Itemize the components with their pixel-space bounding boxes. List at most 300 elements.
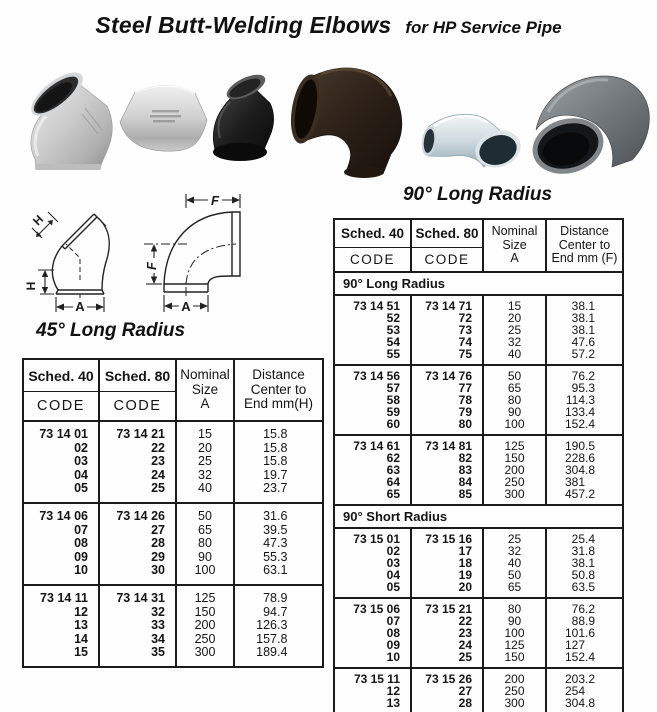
table-row [334, 627, 623, 639]
distance-frac: .2 [585, 348, 596, 361]
cell-code-sched80: 77 [411, 382, 483, 394]
distance-int: 157 [256, 632, 277, 646]
cell-code-sched80: 22 [411, 615, 483, 627]
distance-int: 78 [263, 590, 277, 605]
cell-code-sched80: 79 [411, 406, 483, 418]
spec-table-t45 [22, 358, 324, 668]
distance-int: 304 [564, 464, 585, 476]
cell-nominal-size: 40 [176, 482, 234, 503]
cell-code-sched80: 25 [99, 482, 176, 503]
distance-frac: .8 [277, 441, 288, 455]
cell-nominal-size: 300 [483, 488, 546, 505]
cell-nominal-size: 40 [483, 557, 546, 569]
distance-int: 304 [564, 697, 585, 710]
distance-int: 114 [565, 394, 585, 406]
table-row [334, 418, 623, 435]
table-row [23, 455, 323, 469]
photo-90-deg-galvanized-elbow [418, 110, 524, 170]
distance-int: 38 [571, 312, 585, 324]
cell-nominal-size: 100 [483, 418, 546, 435]
cell-code-sched40: 12 [23, 606, 99, 620]
cell-code-sched80: 32 [99, 606, 176, 620]
distance-int: 47 [263, 537, 277, 551]
distance-frac: .4 [585, 418, 596, 431]
distance-frac: .8 [585, 464, 596, 476]
cell-code-sched40: 14 [23, 633, 99, 647]
table-row [334, 348, 623, 365]
cell-code-sched80: 73 14 81 [411, 435, 483, 452]
table-row [23, 585, 323, 606]
cell-code-sched80: 34 [99, 633, 176, 647]
cell-code-sched80: 78 [411, 394, 483, 406]
distance-int: 23 [263, 482, 277, 496]
distance-int: 152 [564, 418, 585, 431]
table-row [334, 598, 623, 615]
distance-int: 133 [564, 406, 585, 418]
cell-code-sched40: 59 [334, 406, 411, 418]
cell-nominal-size: 90 [483, 406, 546, 418]
cell-distance [546, 615, 623, 627]
distance-int: 47 [571, 336, 585, 348]
table-row [23, 482, 323, 503]
distance-frac: .1 [585, 557, 596, 569]
table-row [334, 295, 623, 312]
cell-nominal-size: 15 [483, 295, 546, 312]
distance-int: 63 [571, 581, 585, 594]
cell-distance [234, 421, 323, 442]
cell-code-sched40: 15 [23, 646, 99, 667]
cell-code-sched80: 85 [411, 488, 483, 505]
cell-distance [234, 564, 323, 585]
section-row [334, 272, 623, 295]
row-group [23, 421, 323, 503]
distance-frac: .3 [585, 382, 596, 394]
distance-frac: .3 [585, 394, 596, 406]
column-header-sched80: Sched. 80 [411, 219, 483, 248]
column-header-code-sched80: CODE [411, 248, 483, 273]
table-row [334, 668, 623, 685]
distance-int: 94 [263, 605, 277, 619]
title-sub: for HP Service Pipe [405, 18, 562, 37]
cell-nominal-size: 90 [176, 551, 234, 565]
distance-frac: .6 [585, 452, 596, 464]
cell-nominal-size: 40 [483, 348, 546, 365]
table-row [334, 615, 623, 627]
cell-nominal-size: 150 [176, 606, 234, 620]
cell-code-sched80: 33 [99, 619, 176, 633]
distance-int: 31 [571, 545, 585, 557]
cell-code-sched40: 05 [23, 482, 99, 503]
cell-nominal-size: 200 [483, 668, 546, 685]
cell-code-sched80: 73 14 76 [411, 365, 483, 382]
cell-code-sched40: 73 14 51 [334, 295, 411, 312]
distance-frac: .6 [585, 336, 596, 348]
cell-code-sched80: 30 [99, 564, 176, 585]
column-header-nominal-size: Nominal Size A [483, 219, 546, 272]
cell-code-sched80: 19 [411, 569, 483, 581]
cell-distance [546, 697, 623, 712]
cell-code-sched40: 73 14 06 [23, 503, 99, 524]
cell-nominal-size: 25 [483, 528, 546, 545]
cell-distance [234, 585, 323, 606]
cell-code-sched80: 73 15 21 [411, 598, 483, 615]
column-header-code-sched40: CODE [334, 248, 411, 273]
dim-label-f-top: F [211, 193, 219, 208]
cell-nominal-size: 32 [483, 336, 546, 348]
cell-distance [234, 469, 323, 483]
column-header-distance: Distance Center to End mm(H) [243, 367, 313, 412]
cell-code-sched40: 73 15 06 [334, 598, 411, 615]
distance-int: 76 [571, 602, 585, 615]
cell-code-sched40: 03 [334, 557, 411, 569]
cell-code-sched80: 17 [411, 545, 483, 557]
cell-code-sched40: 08 [23, 537, 99, 551]
dim-label-f-left: F [144, 262, 159, 270]
cell-code-sched40: 02 [334, 545, 411, 557]
cell-code-sched80: 24 [99, 469, 176, 483]
distance-frac: .4 [585, 651, 596, 664]
distance-int: 381 [564, 476, 585, 488]
cell-distance [234, 442, 323, 456]
cell-code-sched80: 27 [99, 524, 176, 538]
cell-code-sched40: 57 [334, 382, 411, 394]
cell-distance [546, 545, 623, 557]
cell-nominal-size: 80 [483, 394, 546, 406]
distance-frac: .1 [585, 299, 596, 312]
cell-nominal-size: 50 [176, 503, 234, 524]
table-row [23, 551, 323, 565]
cell-code-sched40: 02 [23, 442, 99, 456]
distance-frac: .3 [277, 550, 288, 564]
distance-int: 25 [571, 532, 585, 545]
distance-frac: .2 [585, 672, 596, 685]
cell-code-sched40: 09 [334, 639, 411, 651]
column-header-sched40: Sched. 40 [334, 219, 411, 248]
distance-int: 57 [571, 348, 585, 361]
cell-distance [546, 598, 623, 615]
distance-int: 95 [571, 382, 585, 394]
distance-frac: .5 [277, 523, 288, 537]
cell-code-sched40: 73 15 11 [334, 668, 411, 685]
distance-int: 76 [571, 369, 585, 382]
cell-code-sched80: 29 [99, 551, 176, 565]
cell-distance [546, 557, 623, 569]
cell-code-sched40: 05 [334, 581, 411, 598]
cell-distance [546, 295, 623, 312]
distance-frac: .2 [585, 369, 596, 382]
cell-nominal-size: 90 [483, 615, 546, 627]
column-header-code-sched40: CODE [23, 392, 99, 422]
cell-code-sched40: 55 [334, 348, 411, 365]
table-row [334, 581, 623, 598]
table-row [23, 646, 323, 667]
distance-int: 38 [571, 324, 585, 336]
cell-distance [546, 627, 623, 639]
cell-code-sched40: 04 [334, 569, 411, 581]
distance-frac: .7 [277, 482, 288, 496]
cell-code-sched80: 73 14 21 [99, 421, 176, 442]
cell-code-sched80: 20 [411, 581, 483, 598]
distance-int: 457 [564, 488, 585, 501]
cell-distance [546, 488, 623, 505]
distance-int: 254 [564, 685, 585, 697]
row-group [334, 598, 623, 668]
cell-distance [546, 528, 623, 545]
cell-distance [234, 537, 323, 551]
table-row [23, 524, 323, 538]
cell-code-sched80: 73 [411, 324, 483, 336]
distance-frac: .7 [277, 468, 288, 482]
table-row [23, 537, 323, 551]
cell-code-sched40: 09 [23, 551, 99, 565]
table-row [23, 564, 323, 585]
dim-label-a-90: A [181, 299, 191, 314]
cell-distance [546, 348, 623, 365]
cell-code-sched80: 73 15 26 [411, 668, 483, 685]
cell-nominal-size: 32 [483, 545, 546, 557]
distance-int: 15 [263, 441, 277, 455]
cell-distance [546, 668, 623, 685]
table-row [334, 406, 623, 418]
dim-label-h-vert: H [24, 281, 38, 291]
cell-distance [546, 435, 623, 452]
table-row [334, 435, 623, 452]
row-group [334, 435, 623, 505]
cell-distance [546, 324, 623, 336]
distance-int: 190 [564, 439, 585, 452]
cell-code-sched80: 18 [411, 557, 483, 569]
cell-nominal-size: 50 [483, 365, 546, 382]
cell-code-sched40: 13 [23, 619, 99, 633]
elbow-45-diagram [16, 190, 128, 320]
dim-label-h-diag: H [30, 212, 47, 229]
cell-nominal-size: 125 [176, 585, 234, 606]
cell-distance [234, 619, 323, 633]
cell-nominal-size: 100 [176, 564, 234, 585]
table-row [334, 476, 623, 488]
cell-code-sched40: 03 [23, 455, 99, 469]
cell-code-sched80: 73 14 71 [411, 295, 483, 312]
distance-int: 189 [256, 646, 277, 660]
distance-frac: .4 [585, 532, 596, 545]
cell-distance [234, 633, 323, 647]
cell-nominal-size: 300 [483, 697, 546, 712]
cell-code-sched40: 10 [334, 651, 411, 668]
cell-distance [546, 365, 623, 382]
distance-int: 50 [571, 569, 585, 581]
cell-distance [546, 569, 623, 581]
cell-distance [234, 551, 323, 565]
table-row [334, 382, 623, 394]
section-label: 90° Long Radius [343, 276, 445, 291]
cell-distance [234, 606, 323, 620]
cell-nominal-size: 150 [483, 452, 546, 464]
cell-nominal-size: 250 [176, 633, 234, 647]
cell-code-sched80: 75 [411, 348, 483, 365]
distance-int: 15 [263, 455, 277, 469]
table-row [23, 421, 323, 442]
dim-label-a-45: A [75, 299, 85, 314]
cell-nominal-size: 25 [483, 324, 546, 336]
distance-int: 31 [263, 508, 277, 523]
distance-int: 101 [564, 627, 585, 639]
cell-code-sched40: 54 [334, 336, 411, 348]
column-header-sched80: Sched. 80 [99, 359, 176, 392]
cell-distance [546, 406, 623, 418]
table-row [23, 469, 323, 483]
table-row [334, 569, 623, 581]
photo-45-deg-stainless-elbow [12, 56, 118, 182]
distance-frac: .5 [585, 581, 596, 594]
cell-code-sched80: 83 [411, 464, 483, 476]
cell-nominal-size: 80 [483, 598, 546, 615]
cell-code-sched40: 10 [23, 564, 99, 585]
cell-nominal-size: 125 [483, 435, 546, 452]
photo-45-deg-stainless-elbow-side [116, 80, 210, 158]
heading-90-long-radius: 90° Long Radius [402, 184, 553, 205]
table-90-radius [333, 218, 624, 712]
cell-nominal-size: 300 [176, 646, 234, 667]
distance-frac: .4 [277, 646, 288, 660]
distance-frac: .8 [277, 632, 288, 646]
cell-code-sched40: 73 14 61 [334, 435, 411, 452]
distance-int: 126 [256, 619, 277, 633]
cell-nominal-size: 15 [176, 421, 234, 442]
distance-int: 63 [263, 564, 277, 578]
cell-distance [546, 452, 623, 464]
distance-frac: .5 [585, 439, 596, 452]
table-row [334, 488, 623, 505]
cell-code-sched40: 52 [334, 312, 411, 324]
distance-int: 38 [571, 299, 585, 312]
cell-code-sched80: 25 [411, 651, 483, 668]
table-row [334, 685, 623, 697]
cell-code-sched40: 08 [334, 627, 411, 639]
cell-code-sched80: 84 [411, 476, 483, 488]
column-header-distance: Distance Center to End mm (F) [551, 224, 618, 266]
cell-code-sched80: 35 [99, 646, 176, 667]
cell-nominal-size: 20 [483, 312, 546, 324]
cell-code-sched80: 80 [411, 418, 483, 435]
cell-distance [546, 394, 623, 406]
title-main: Steel Butt-Welding Elbows [95, 12, 392, 38]
cell-code-sched40: 64 [334, 476, 411, 488]
row-group [334, 528, 623, 598]
cell-distance [546, 476, 623, 488]
row-group [23, 503, 323, 585]
cell-nominal-size: 250 [483, 685, 546, 697]
cell-code-sched80: 82 [411, 452, 483, 464]
cell-distance [234, 503, 323, 524]
cell-nominal-size: 80 [176, 537, 234, 551]
cell-distance [546, 418, 623, 435]
distance-frac: .8 [277, 455, 288, 469]
photo-45-deg-black-steel-elbow [204, 68, 279, 163]
column-header-code-sched80: CODE [99, 392, 176, 422]
cell-code-sched40: 07 [23, 524, 99, 538]
cell-distance [234, 524, 323, 538]
cell-nominal-size: 65 [483, 581, 546, 598]
distance-int: 127 [564, 639, 585, 651]
distance-frac: .6 [277, 508, 288, 523]
cell-code-sched40: 73 14 11 [23, 585, 99, 606]
distance-frac: .3 [277, 619, 288, 633]
cell-code-sched80: 22 [99, 442, 176, 456]
distance-frac: .2 [585, 602, 596, 615]
table-row [334, 545, 623, 557]
cell-code-sched40: 04 [23, 469, 99, 483]
cell-code-sched40: 07 [334, 615, 411, 627]
cell-code-sched40: 12 [334, 685, 411, 697]
cell-code-sched40: 58 [334, 394, 411, 406]
table-row [23, 619, 323, 633]
cell-distance [546, 336, 623, 348]
cell-code-sched40: 53 [334, 324, 411, 336]
distance-frac: .8 [585, 697, 596, 710]
cell-nominal-size: 65 [176, 524, 234, 538]
row-group [334, 365, 623, 435]
table-row [23, 633, 323, 647]
column-header-sched40: Sched. 40 [23, 359, 99, 392]
distance-frac: .2 [585, 488, 596, 501]
table-row [23, 503, 323, 524]
cell-code-sched40: 73 15 01 [334, 528, 411, 545]
cell-code-sched80: 23 [99, 455, 176, 469]
cell-nominal-size: 65 [483, 382, 546, 394]
distance-int: 88 [571, 615, 585, 627]
spec-table-t90 [333, 218, 624, 712]
cell-code-sched80: 74 [411, 336, 483, 348]
distance-int: 203 [564, 672, 585, 685]
distance-int: 55 [263, 550, 277, 564]
cell-code-sched80: 23 [411, 627, 483, 639]
section-row [334, 505, 623, 528]
cell-code-sched40: 73 14 56 [334, 365, 411, 382]
cell-code-sched40: 13 [334, 697, 411, 712]
page-title [0, 12, 657, 39]
distance-frac: .1 [277, 564, 288, 578]
distance-frac: .6 [585, 627, 596, 639]
cell-code-sched80: 73 14 31 [99, 585, 176, 606]
cell-nominal-size: 50 [483, 569, 546, 581]
distance-frac: .1 [585, 312, 596, 324]
distance-int: 19 [263, 468, 277, 482]
cell-code-sched80: 73 14 26 [99, 503, 176, 524]
cell-code-sched40: 65 [334, 488, 411, 505]
cell-code-sched80: 28 [411, 697, 483, 712]
cell-distance [234, 455, 323, 469]
heading-45-long-radius: 45° Long Radius [36, 320, 186, 341]
cell-nominal-size: 250 [483, 476, 546, 488]
distance-frac: .9 [277, 590, 288, 605]
table-row [334, 697, 623, 712]
table-row [334, 312, 623, 324]
table-row [334, 464, 623, 476]
cell-distance [234, 482, 323, 503]
cell-nominal-size: 32 [176, 469, 234, 483]
cell-nominal-size: 100 [483, 627, 546, 639]
distance-frac: .8 [585, 569, 596, 581]
cell-code-sched40: 60 [334, 418, 411, 435]
distance-frac: .9 [585, 615, 596, 627]
cell-code-sched80: 73 15 16 [411, 528, 483, 545]
distance-int: 152 [564, 651, 585, 664]
row-group [334, 295, 623, 365]
cell-code-sched80: 72 [411, 312, 483, 324]
photo-90-deg-gray-steel-elbow [528, 66, 654, 178]
row-group [334, 668, 623, 712]
row-group [23, 585, 323, 667]
